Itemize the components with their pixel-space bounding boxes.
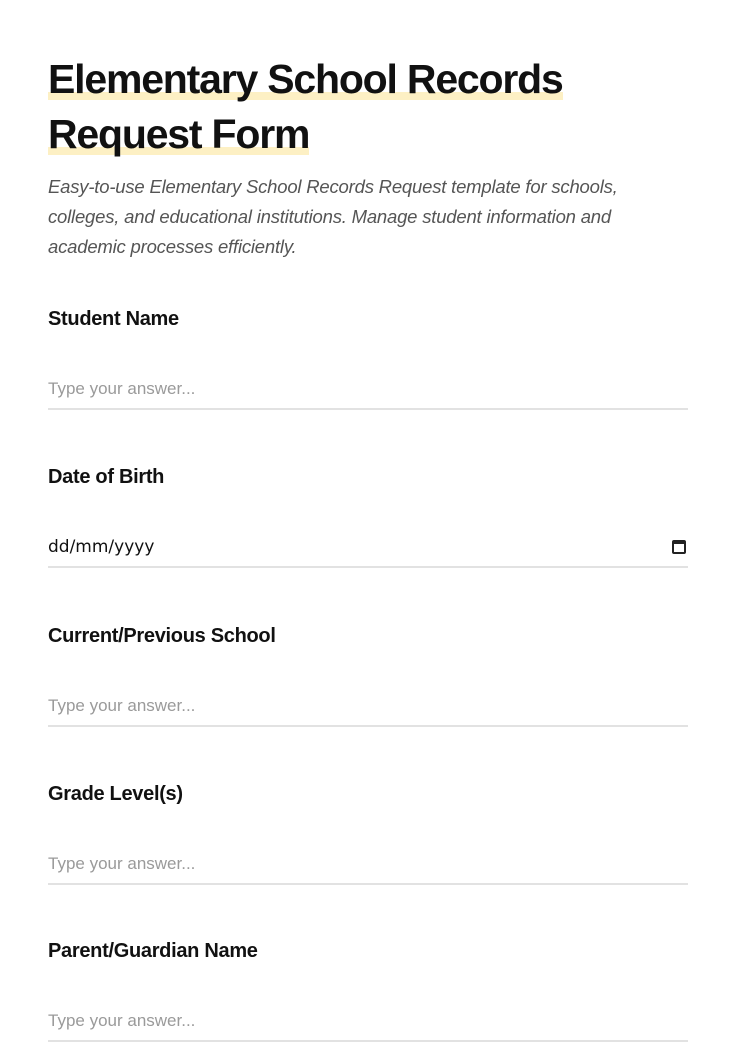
field-label: Parent/Guardian Name <box>48 940 258 962</box>
parent-guardian-name-input[interactable] <box>48 1002 688 1042</box>
field-grade-levels <box>48 783 688 885</box>
calendar-icon[interactable] <box>672 540 686 554</box>
page-title <box>48 52 668 162</box>
field-parent-guardian-name <box>48 940 688 1042</box>
input-placeholder: Type your answer... <box>48 379 196 398</box>
input-placeholder: Type your answer... <box>48 696 196 715</box>
field-label: Date of Birth <box>48 466 165 488</box>
student-name-input[interactable] <box>48 370 688 410</box>
field-date-of-birth <box>48 466 688 568</box>
field-current-previous-school <box>48 625 688 727</box>
school-input[interactable] <box>48 687 688 727</box>
form-description: Easy-to-use Elementary School Records Request template for schools, colleges, and educational institutions. Manage student information and academic processes efficiently. <box>48 176 618 257</box>
field-student-name <box>48 308 688 410</box>
input-placeholder: Type your answer... <box>48 854 196 873</box>
field-label: Current/Previous School <box>48 625 276 647</box>
input-placeholder: Type your answer... <box>48 1011 196 1030</box>
date-of-birth-input[interactable] <box>48 528 688 568</box>
field-label: Student Name <box>48 308 179 330</box>
field-label: Grade Level(s) <box>48 783 183 805</box>
grade-levels-input[interactable] <box>48 845 688 885</box>
page-title-text: Elementary School Records Request Form <box>48 56 563 157</box>
input-placeholder: dd/mm/yyyy <box>48 537 155 557</box>
